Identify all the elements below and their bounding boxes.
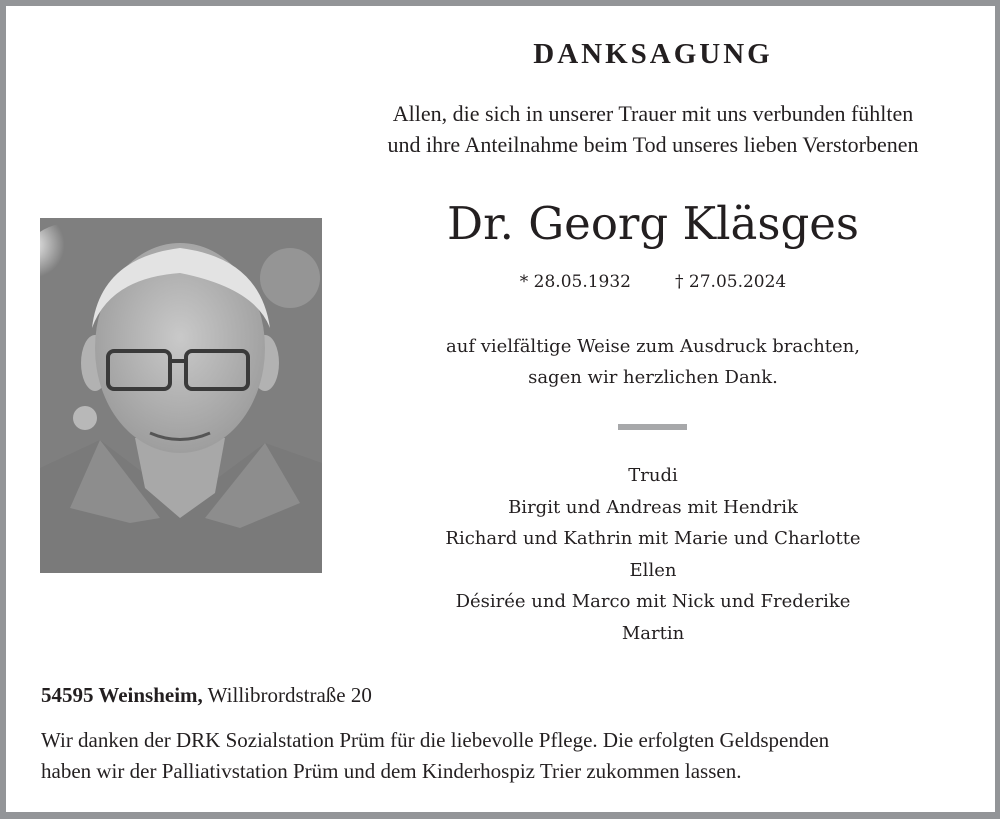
portrait-icon — [40, 218, 322, 573]
family-member: Richard und Kathrin mit Marie und Charlotte — [445, 528, 861, 550]
death-date: † 27.05.2024 — [675, 272, 787, 292]
intro-text — [312, 98, 994, 160]
closing-line: sagen wir herzlichen Dank. — [528, 367, 778, 388]
address-street: Willibrordstraße 20 — [202, 683, 372, 707]
family-member: Désirée und Marco mit Nick und Frederike — [455, 591, 851, 613]
section-divider — [618, 424, 687, 430]
family-member: Trudi — [628, 465, 678, 486]
family-list — [312, 460, 994, 650]
life-dates — [312, 270, 994, 294]
portrait-photo — [40, 218, 322, 573]
obituary-notice — [6, 6, 995, 812]
intro-line: Allen, die sich in unserer Trauer mit uns verbunden fühlten — [392, 101, 914, 126]
thank-you-note — [41, 725, 991, 787]
closing-line: auf vielfältige Weise zum Ausdruck brachten, — [446, 336, 860, 357]
address — [41, 682, 372, 708]
family-member: Birgit und Andreas mit Hendrik — [508, 496, 798, 518]
closing-text — [312, 331, 994, 393]
notice-heading: DANKSAGUNG — [533, 38, 773, 70]
intro-line: und ihre Anteilnahme beim Tod unseres lieben Verstorbenen — [387, 132, 919, 157]
note-line: Wir danken der DRK Sozialstation Prüm für die liebevolle Pflege. Die erfolgten Geldspenden — [41, 728, 830, 752]
family-member: Martin — [621, 622, 685, 644]
family-member: Ellen — [629, 559, 677, 581]
deceased-name: Dr. Georg Kläsges — [446, 197, 859, 250]
address-city: 54595 Weinsheim, — [41, 683, 203, 707]
birth-date: * 28.05.1932 — [519, 272, 631, 292]
note-line: haben wir der Palliativstation Prüm und dem Kinderhospiz Trier zukommen lassen. — [41, 759, 742, 783]
